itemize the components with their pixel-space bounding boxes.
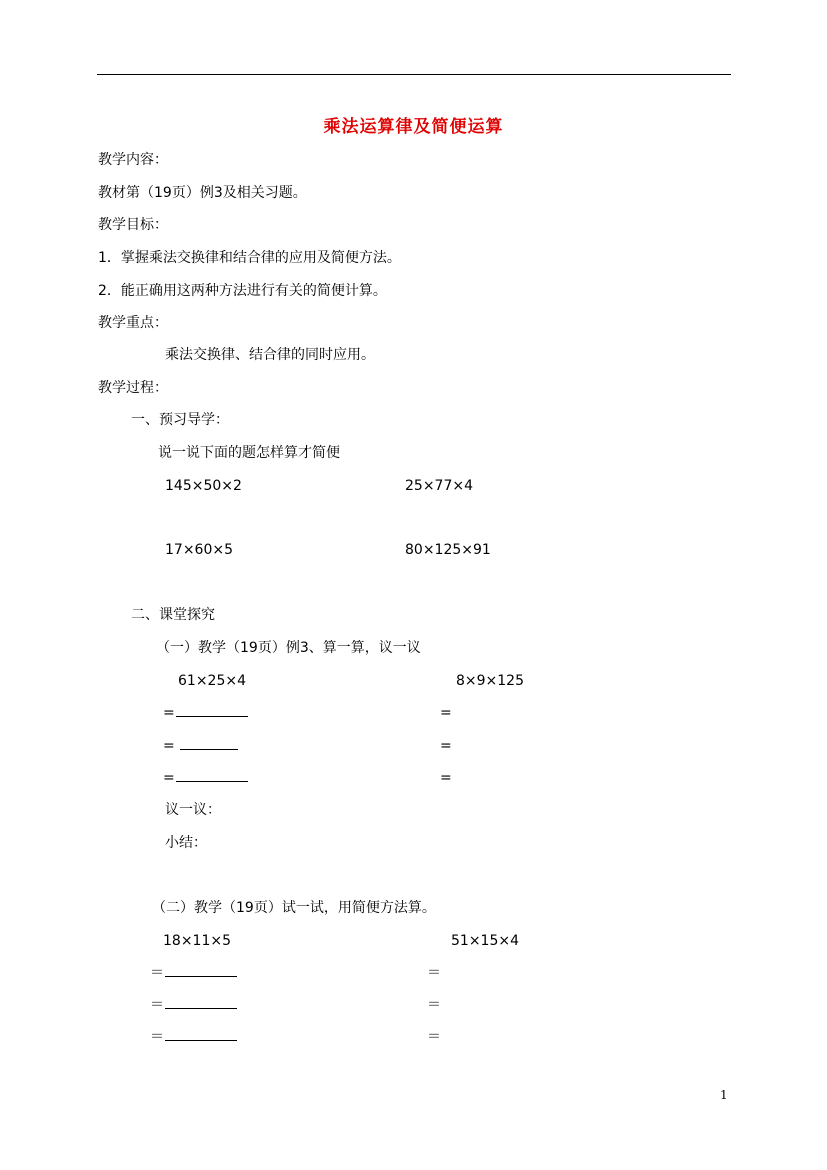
part2-eq-left-3 — [150, 1028, 237, 1046]
answer-blank[interactable] — [180, 749, 238, 750]
part2-eq-left-1 — [150, 964, 237, 982]
equals-sign: ＝ — [150, 1029, 164, 1045]
process-heading: 教学过程： — [98, 380, 168, 396]
part1-eq-right-2: = — [440, 738, 452, 754]
goal-item-2: 2．能正确用这两种方法进行有关的简便计算。 — [98, 283, 387, 299]
content-heading: 教学内容： — [98, 152, 168, 168]
part1-eq-right-1: = — [440, 705, 452, 721]
part1-heading: （一）教学（19页）例3、算一算，议一议 — [156, 640, 421, 656]
content-text: 教材第（19页）例3及相关习题。 — [98, 185, 307, 201]
equals-sign: = — [163, 770, 175, 786]
part2-eq-right-3: ＝ — [427, 1029, 441, 1045]
goals-heading: 教学目标： — [98, 217, 168, 233]
section1-expr-1: 145×50×2 — [165, 478, 242, 494]
section1-expr-2: 25×77×4 — [405, 478, 473, 494]
equals-sign: = — [163, 705, 175, 721]
goal-item-1: 1．掌握乘法交换律和结合律的应用及简便方法。 — [98, 250, 401, 266]
section1-heading: 一、预习导学： — [131, 412, 229, 428]
part2-expr-left: 18×11×5 — [163, 933, 231, 949]
equals-sign: ＝ — [150, 965, 164, 981]
answer-blank[interactable] — [165, 1040, 237, 1041]
equals-sign: ＝ — [150, 997, 164, 1013]
document-title: 乘法运算律及简便运算 — [323, 117, 504, 137]
part2-eq-right-1: ＝ — [427, 965, 441, 981]
section1-expr-4: 80×125×91 — [405, 542, 491, 558]
part1-eq-left-2 — [163, 737, 238, 755]
part2-heading: （二）教学（19页）试一试，用简便方法算。 — [152, 900, 436, 916]
header-rule — [97, 74, 731, 75]
answer-blank[interactable] — [176, 716, 248, 717]
part1-eq-left-1 — [163, 704, 248, 722]
part2-expr-right: 51×15×4 — [451, 933, 519, 949]
part2-eq-left-2 — [150, 996, 237, 1014]
part2-eq-right-2: ＝ — [427, 997, 441, 1013]
equals-sign: = — [163, 738, 180, 754]
section1-prompt: 说一说下面的题怎样算才简便 — [158, 445, 340, 461]
part1-eq-right-3: = — [440, 770, 452, 786]
answer-blank[interactable] — [165, 1008, 237, 1009]
focus-text: 乘法交换律、结合律的同时应用。 — [165, 347, 375, 363]
focus-heading: 教学重点： — [98, 315, 168, 331]
section1-expr-3: 17×60×5 — [165, 542, 233, 558]
part1-expr-right: 8×9×125 — [456, 673, 524, 689]
part1-summary: 小结： — [165, 835, 207, 851]
part1-eq-left-3 — [163, 769, 248, 787]
answer-blank[interactable] — [165, 976, 237, 977]
answer-blank[interactable] — [176, 781, 248, 782]
section2-heading: 二、课堂探究 — [131, 607, 215, 623]
part1-discuss: 议一议： — [165, 802, 221, 818]
part1-expr-left: 61×25×4 — [178, 673, 246, 689]
page-number: 1 — [720, 1088, 728, 1102]
